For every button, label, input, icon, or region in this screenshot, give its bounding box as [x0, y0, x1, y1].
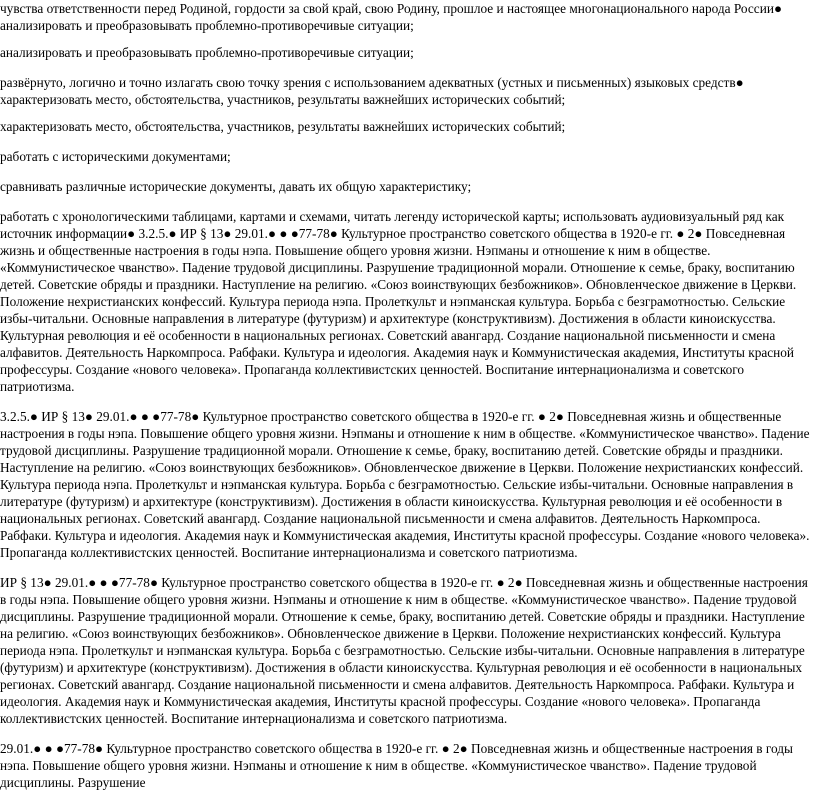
paragraph-9: ИР § 13● 29.01.● ● ●77-78● Культурное пространство советского общества в 1920-е гг. ● 2● Повседневная жизнь и общественные настроения в годы нэпа. Повышение общего уровня жизни. Нэпманы и отношение к ним в обществе. «Коммунистическое чванство». Падение трудовой дисциплины. Разрушение традиционной морали. Отношение к семье, браку, воспитанию детей. Советские обряды и праздники. Наступление на религию. «Союз воинствующих безбожников». Обновленческое движение в Церкви. Положение нехристианских конфессий. Культура периода нэпа. Пролеткульт и нэпманская культура. Борьба с безграмотностью. Сельские избы-читальни. Основные направления в литературе (футуризм) и архитектуре (конструктивизм). Достижения в области киноискусства. Культурная революция и её особенности в национальных регионах. Советский авангард. Создание национальной письменности и смена алфавитов. Деятельность Наркомпроса. Рабфаки. Культура и идеология. Академия наук и Коммунистическая академия, Институты красной профессуры. Создание «нового человека». Пропаганда коллективистских ценностей. Воспитание интернационализма и советского патриотизма.	[0, 575, 808, 726]
paragraph-2: анализировать и преобразовывать проблемно-противоречивые ситуации;	[0, 45, 414, 60]
paragraph-5: работать с историческими документами;	[0, 149, 231, 164]
paragraph-4: характеризовать место, обстоятельства, участников, результаты важнейших исторических событий;	[0, 119, 566, 134]
paragraph-10: 29.01.● ● ●77-78● Культурное пространство советского общества в 1920-е гг. ● 2● Повседневная жизнь и общественные настроения в годы нэпа. Повышение общего уровня жизни. Нэпманы и отношение к ним в обществе. «Коммунистическое чванство». Падение трудовой дисциплины. Разрушение	[0, 741, 793, 790]
paragraph-6: сравнивать различные исторические документы, давать их общую характеристику;	[0, 179, 472, 194]
paragraph-7: работать с хронологическими таблицами, картами и схемами, читать легенду исторической карты; использовать аудиовизуальный ряд как источник информации● 3.2.5.● ИР § 13● 29.01.● ● ●77-78● Культурное пространство советского общества в 1920-е гг. ● 2● Повседневная жизнь и общественные настроения в годы нэпа. Повышение общего уровня жизни. Нэпманы и отношение к ним в обществе. «Коммунистическое чванство». Падение трудовой дисциплины. Разрушение традиционной морали. Отношение к семье, браку, воспитанию детей. Советские обряды и праздники. Наступление на религию. «Союз воинствующих безбожников». Обновленческое движение в Церкви. Положение нехристианских конфессий. Культура периода нэпа. Пролеткульт и нэпманская культура. Борьба с безграмотностью. Сельские избы-читальни. Основные направления в литературе (футуризм) и архитектуре (конструктивизм). Достижения в области киноискусства. Культурная революция и её особенности в национальных регионах. Советский авангард. Создание национальной письменности и смена алфавитов. Деятельность Наркомпроса. Рабфаки. Культура и идеология. Академия наук и Коммунистическая академия, Институты красной профессуры. Создание «нового человека». Пропаганда коллективистских ценностей. Воспитание интернационализма и советского патриотизма.	[0, 209, 797, 394]
paragraph-1: чувства ответственности перед Родиной, гордости за свой край, свою Родину, прошлое и настоящее многонационального народа России● анализировать и преобразовывать проблемно-противоречивые ситуации;	[0, 1, 782, 33]
paragraph-3: развёрнуто, логично и точно излагать свою точку зрения с использованием адекватных (устных и письменных) языковых средств● характеризовать место, обстоятельства, участников, результаты важнейших исторических событий;	[0, 75, 744, 107]
paragraph-8: 3.2.5.● ИР § 13● 29.01.● ● ●77-78● Культурное пространство советского общества в 1920-е гг. ● 2● Повседневная жизнь и общественные настроения в годы нэпа. Повышение общего уровня жизни. Нэпманы и отношение к ним в обществе. «Коммунистическое чванство». Падение трудовой дисциплины. Разрушение традиционной морали. Отношение к семье, браку, воспитанию детей. Советские обряды и праздники. Наступление на религию. «Союз воинствующих безбожников». Обновленческое движение в Церкви. Положение нехристианских конфессий. Культура периода нэпа. Пролеткульт и нэпманская культура. Борьба с безграмотностью. Сельские избы-читальни. Основные направления в литературе (футуризм) и архитектуре (конструктивизм). Достижения в области киноискусства. Культурная революция и её особенности в национальных регионах. Советский авангард. Создание национальной письменности и смена алфавитов. Деятельность Наркомпроса. Рабфаки. Культура и идеология. Академия наук и Коммунистическая академия, Институты красной профессуры. Создание «нового человека». Пропаганда коллективистских ценностей. Воспитание интернационализма и советского патриотизма.	[0, 409, 810, 560]
